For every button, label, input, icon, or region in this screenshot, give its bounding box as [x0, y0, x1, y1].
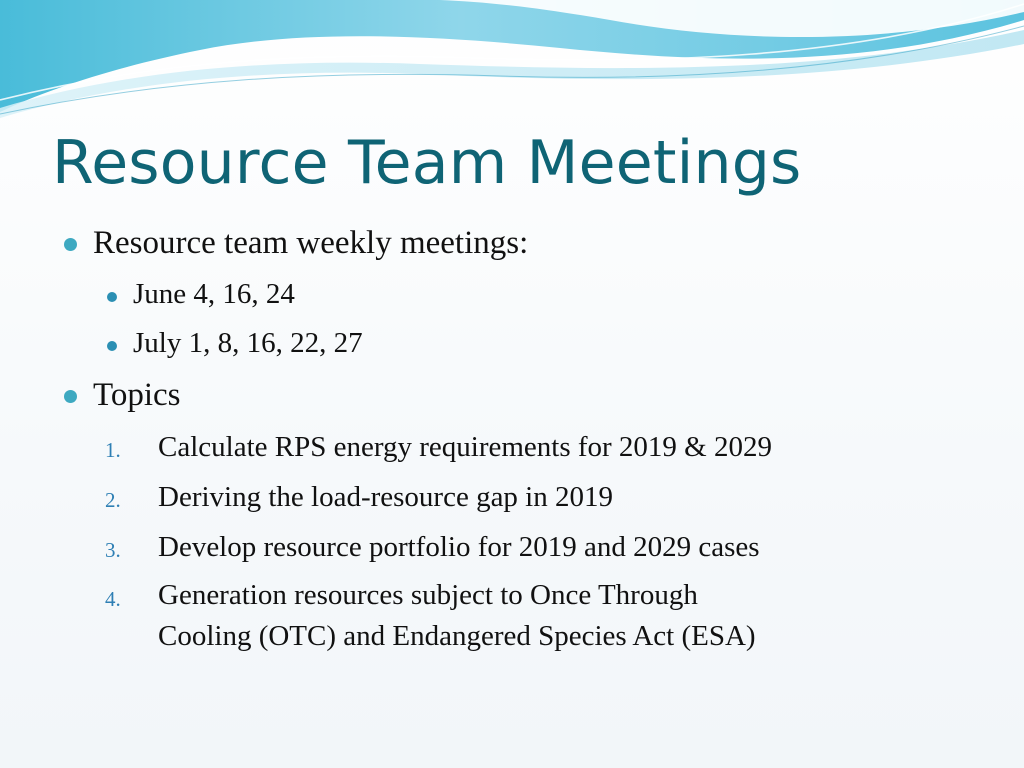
wave-header-graphic	[0, 0, 1024, 130]
sub-bullet-dot-icon	[107, 292, 117, 302]
topic-number: 3.	[105, 538, 121, 562]
topic-item: Calculate RPS energy requirements for 2019 & 2029	[158, 431, 772, 463]
sub-bullet-june: June 4, 16, 24	[133, 278, 295, 310]
topic-number: 4.	[105, 587, 121, 611]
topic-number: 2.	[105, 488, 121, 512]
bullet-dot-icon	[64, 390, 77, 403]
topic-item: Develop resource portfolio for 2019 and 2029 cases	[158, 531, 760, 563]
sub-bullet-july: July 1, 8, 16, 22, 27	[133, 327, 363, 359]
bullet-dot-icon	[64, 238, 77, 251]
topic-number: 1.	[105, 438, 121, 462]
topic-item-continued: Cooling (OTC) and Endangered Species Act (ESA)	[158, 620, 756, 652]
slide-title: Resource Team Meetings	[52, 128, 802, 198]
topic-item: Deriving the load-resource gap in 2019	[158, 481, 613, 513]
sub-bullet-dot-icon	[107, 341, 117, 351]
bullet-meetings: Resource team weekly meetings:	[93, 225, 529, 261]
bullet-topics: Topics	[93, 377, 181, 413]
topic-item: Generation resources subject to Once Through	[158, 579, 698, 611]
